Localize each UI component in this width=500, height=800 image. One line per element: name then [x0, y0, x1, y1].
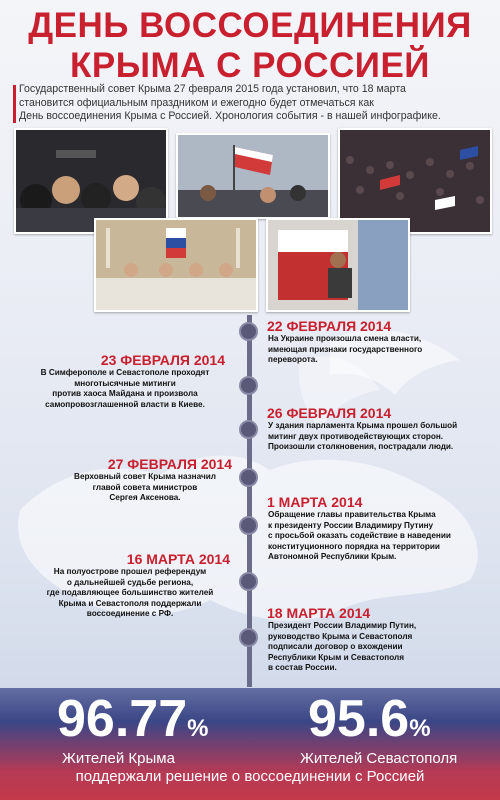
- event-text: На полуострове прошел референдум о дальнейшей судьбе региона, где подавляющее большинство жителей Крыма и Севастополя поддержали воссоединение с РФ.: [46, 567, 214, 619]
- intro-accent-bar: [13, 85, 16, 123]
- timeline-dot: [239, 376, 258, 395]
- event-text: Президент России Владимир Путин, руководство Крыма и Севастополя подписали договор о вхождении Республики Крым и Севастополя в состав России.: [268, 621, 417, 673]
- event-text: В Симферополе и Севастополе проходят многотысячные митинги против хаоса Майдана и произвола самопровозглашенной власти в Киеве.: [40, 368, 210, 409]
- event-text: У здания парламента Крыма прошел большой митинг двух противодействующих сторон. Произошли столкновения, пострадали люди.: [268, 421, 458, 452]
- stat-crimea-value: 96.77%: [57, 690, 209, 748]
- timeline-dot: [239, 420, 258, 439]
- timeline-dot: [239, 468, 258, 487]
- stat-sevastopol-label: Жителей Севастополя: [300, 750, 458, 767]
- intro-text: Государственный совет Крыма 27 февраля 2015 года установил, что 18 марта становится официальным праздником и ежегодно будет отмечаться как День воссоединения Крыма с Россией. Хронология события - в нашей инфографике.: [13, 83, 493, 124]
- event-date: 1 МАРТА 2014: [267, 494, 363, 510]
- timeline-dot: [239, 572, 258, 591]
- timeline-dot: [239, 628, 258, 647]
- event-date: 26 ФЕВРАЛЯ 2014: [267, 405, 392, 421]
- stat-sevastopol-value: 95.6%: [308, 690, 431, 748]
- photo-signing-ceremony: [94, 218, 258, 312]
- photo-referendum-vote: [266, 218, 410, 312]
- event-text: Обращение главы правительства Крыма к президенту России Владимиру Путину с просьбой оказать содействие в наведении конституционного порядка на территории Автономной Республики Крым.: [268, 510, 451, 562]
- timeline-dot: [239, 322, 258, 341]
- event-date: 16 МАРТА 2014: [126, 551, 230, 567]
- stats-footer: поддержали решение о воссоединении с Россией: [75, 768, 425, 785]
- photo-flag-rally: [176, 133, 330, 219]
- event-text: На Украине произошла смена власти, имеющая признаки государственного переворота.: [268, 334, 423, 365]
- event-date: 22 ФЕВРАЛЯ 2014: [267, 318, 392, 334]
- event-text: Верховный совет Крыма назначил главой совета министров Сергея Аксенова.: [74, 472, 216, 503]
- timeline-dot: [239, 516, 258, 535]
- event-date: 27 ФЕВРАЛЯ 2014: [107, 456, 232, 472]
- stat-crimea-label: Жителей Крыма: [62, 750, 175, 767]
- page-title: ДЕНЬ ВОССОЕДИНЕНИЯ КРЫМА С РОССИЕЙ: [28, 6, 472, 85]
- event-date: 18 МАРТА 2014: [267, 605, 371, 621]
- event-date: 23 ФЕВРАЛЯ 2014: [100, 352, 225, 368]
